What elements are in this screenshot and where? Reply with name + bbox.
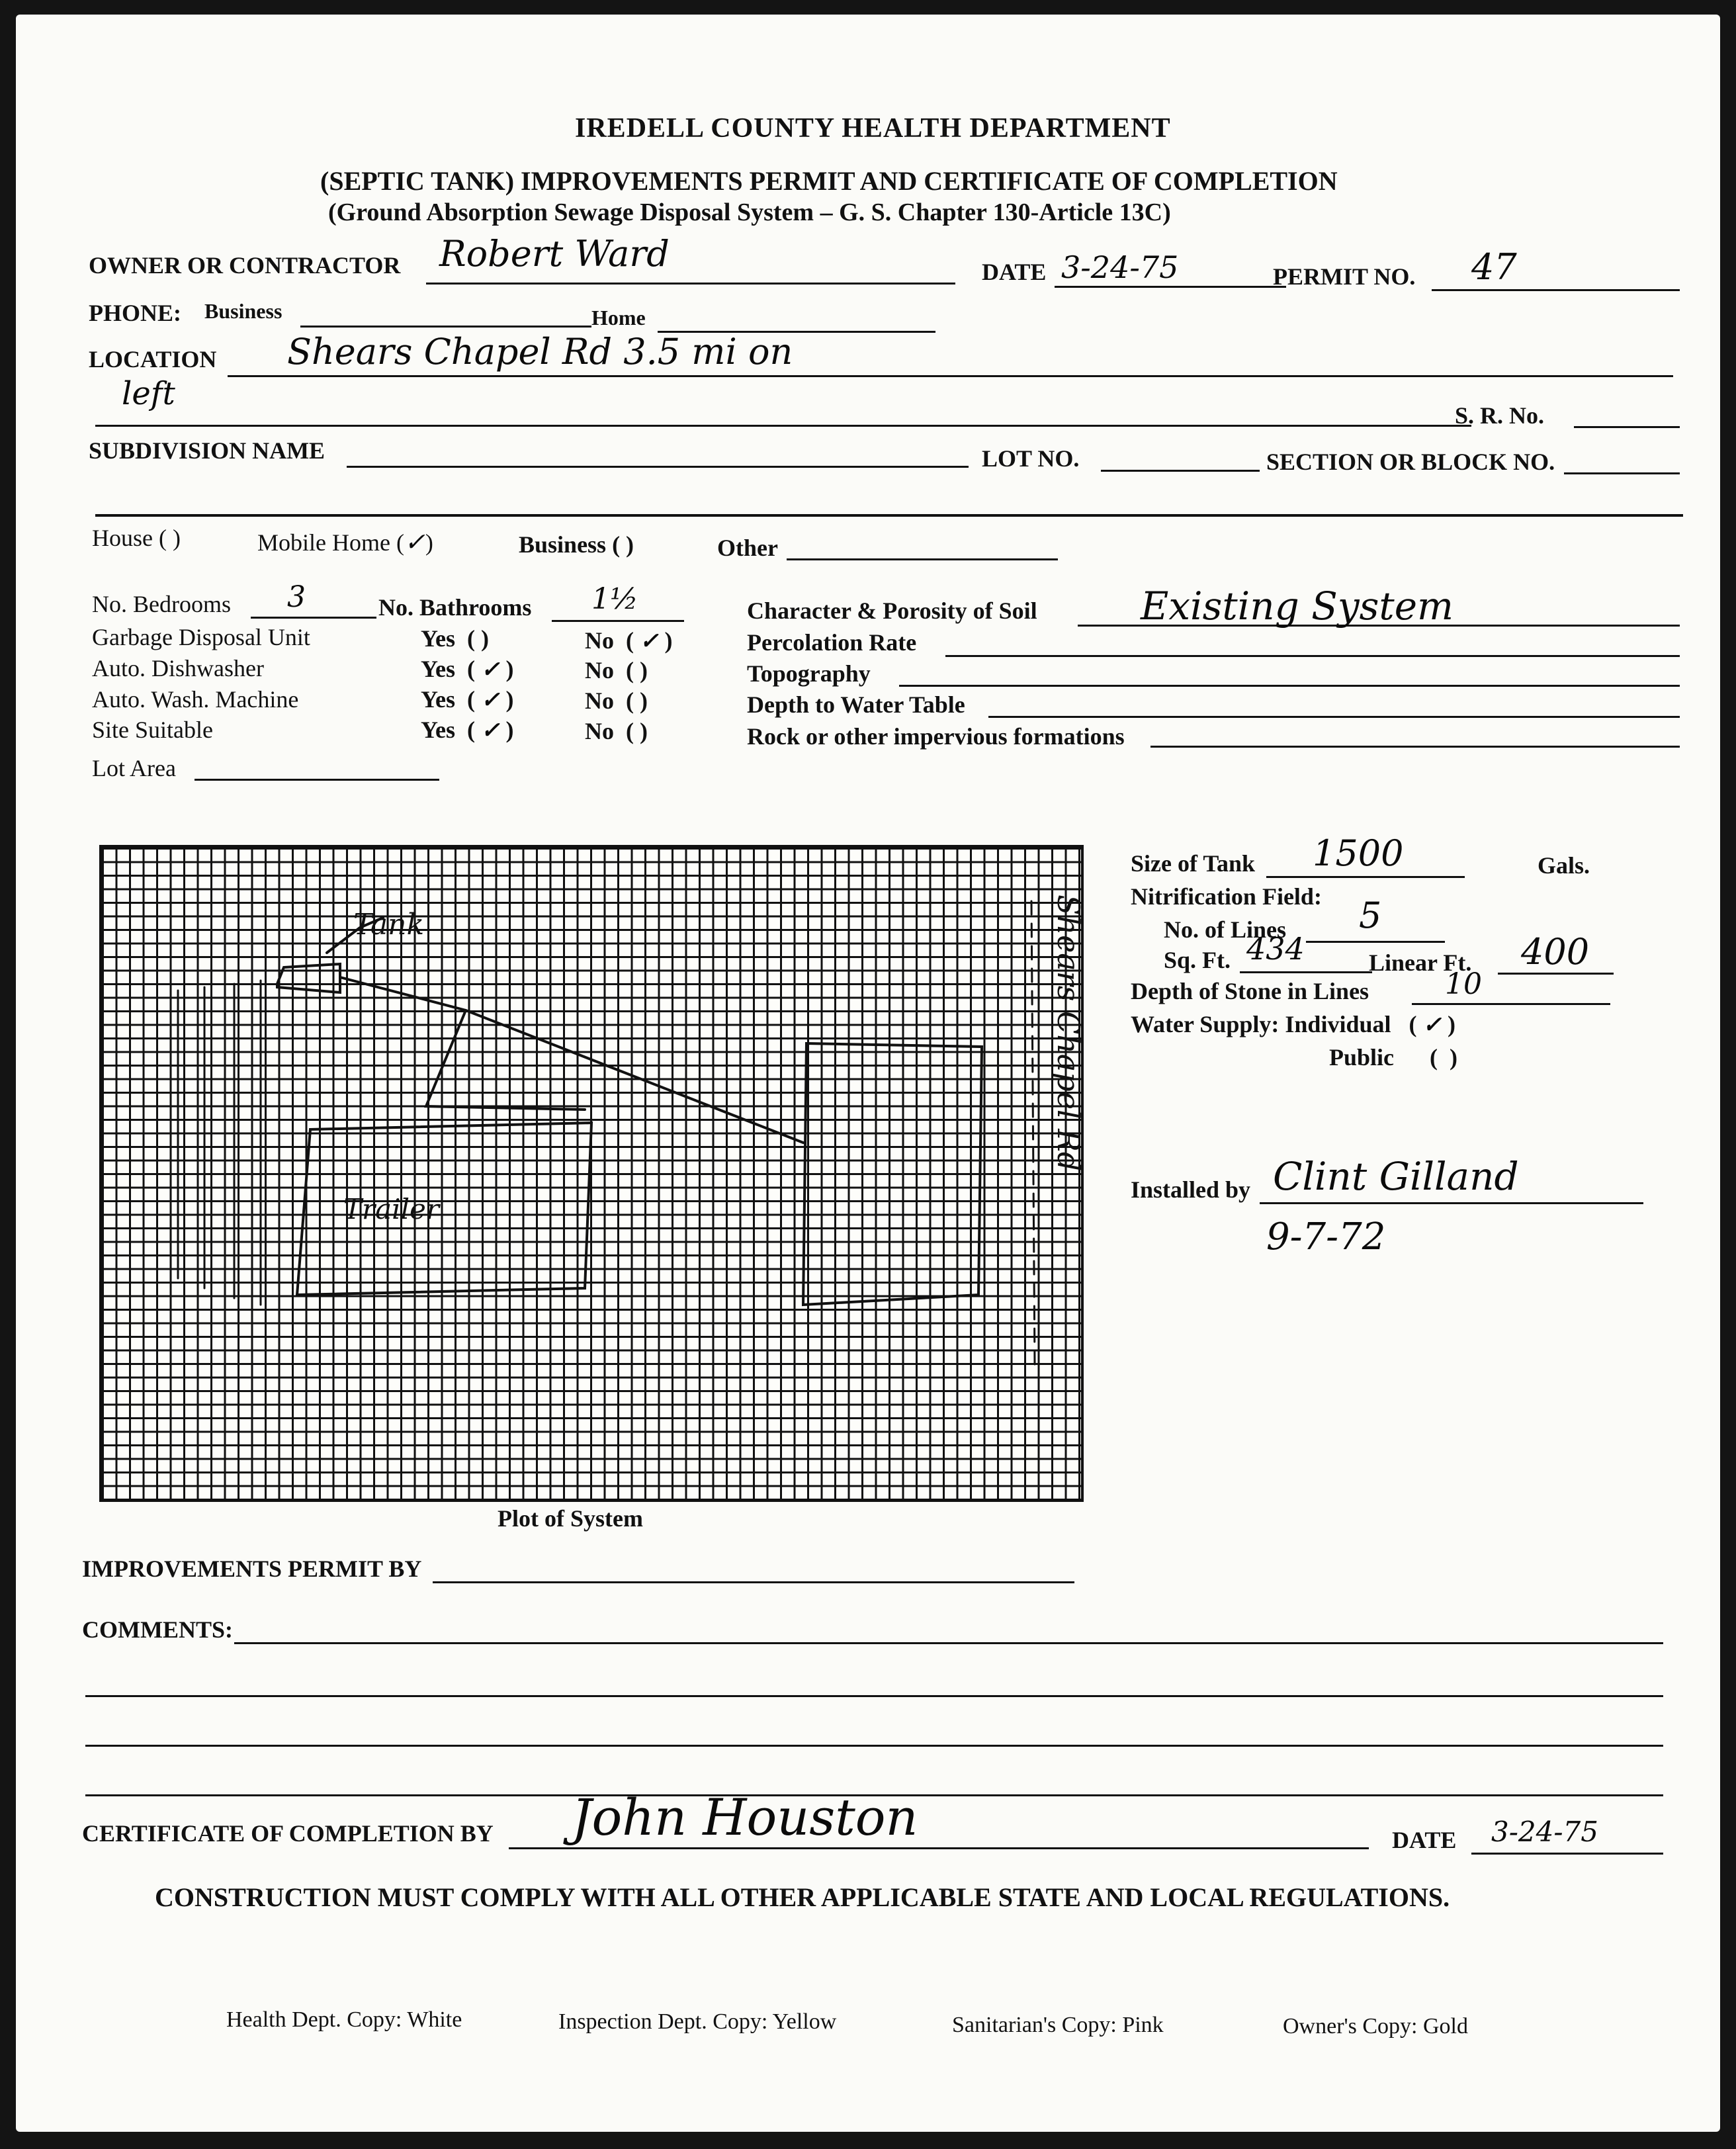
improvements-label: IMPROVEMENTS PERMIT BY bbox=[82, 1556, 422, 1582]
installed-by-line bbox=[1260, 1202, 1643, 1204]
installed-by-value: Clint Gilland bbox=[1273, 1154, 1519, 1199]
copy-owner: Owner's Copy: Gold bbox=[1283, 2014, 1469, 2039]
garbage-no: No ( ✓ ) bbox=[585, 627, 673, 654]
sr-no-label: S. R. No. bbox=[1455, 402, 1545, 429]
wash-machine-yes: Yes ( ✓ ) bbox=[421, 686, 514, 713]
lot-no-label: LOT NO. bbox=[982, 445, 1080, 472]
owner-value: Robert Ward bbox=[439, 233, 670, 275]
compliance-notice: CONSTRUCTION MUST COMPLY WITH ALL OTHER APPLICABLE STATE AND LOCAL REGULATIONS. bbox=[155, 1882, 1450, 1912]
tank-size-line bbox=[1266, 876, 1465, 878]
mobile-home-checkbox: Mobile Home (✓) bbox=[257, 527, 433, 556]
comments-line-1 bbox=[234, 1642, 1663, 1644]
mobile-home-mark: ✓ bbox=[404, 527, 425, 556]
tank-size-label: Size of Tank bbox=[1131, 850, 1256, 877]
trailer-outline bbox=[297, 1123, 591, 1295]
improvements-line bbox=[433, 1581, 1074, 1583]
water-table-label: Depth to Water Table bbox=[747, 691, 965, 718]
bathrooms-label: No. Bathrooms bbox=[378, 594, 532, 621]
permit-form bbox=[16, 15, 1720, 2132]
sqft-label: Sq. Ft. bbox=[1164, 947, 1231, 973]
location-value-2: left bbox=[122, 375, 175, 412]
permit-subtitle: (Ground Absorption Sewage Disposal System – G. S. Chapter 130-Article 13C) bbox=[328, 198, 1171, 226]
rock-label: Rock or other impervious formations bbox=[747, 723, 1125, 750]
lines-value: 5 bbox=[1359, 895, 1382, 936]
site-suitable-yes: Yes ( ✓ ) bbox=[421, 717, 514, 744]
subdivision-label: SUBDIVISION NAME bbox=[89, 437, 326, 464]
department-title: IREDELL COUNTY HEALTH DEPARTMENT bbox=[575, 113, 1171, 144]
location-label: LOCATION bbox=[89, 346, 217, 373]
stone-label: Depth of Stone in Lines bbox=[1131, 978, 1369, 1004]
other-label: Other bbox=[717, 535, 778, 561]
sqft-value: 434 bbox=[1246, 931, 1305, 967]
bedrooms-value: 3 bbox=[287, 580, 306, 614]
wash-machine-no: No ( ) bbox=[585, 687, 648, 714]
dishwasher-no: No ( ) bbox=[585, 657, 648, 683]
lot-area-label: Lot Area bbox=[92, 755, 176, 781]
comments-label: COMMENTS: bbox=[82, 1616, 233, 1643]
water-public-label: Public ( ) bbox=[1329, 1044, 1457, 1071]
stone-line bbox=[1412, 1003, 1610, 1005]
comments-line-2 bbox=[85, 1695, 1663, 1697]
gals-label: Gals. bbox=[1538, 852, 1590, 879]
house-checkbox: House ( ) bbox=[92, 525, 181, 551]
house-label: Trailer bbox=[343, 1193, 439, 1225]
copy-sanitarian: Sanitarian's Copy: Pink bbox=[952, 2013, 1164, 2037]
certificate-date-line bbox=[1471, 1853, 1663, 1855]
installed-by-label: Installed by bbox=[1131, 1176, 1251, 1203]
permit-no-value: 47 bbox=[1471, 246, 1517, 288]
wash-machine-label: Auto. Wash. Machine bbox=[92, 686, 299, 713]
character-value: Existing System bbox=[1141, 584, 1454, 629]
certificate-label: CERTIFICATE OF COMPLETION BY bbox=[82, 1820, 494, 1847]
sewer-line bbox=[340, 977, 803, 1143]
field-outline bbox=[803, 1043, 982, 1305]
tank-label: Tank bbox=[353, 908, 425, 942]
road-edge bbox=[1031, 901, 1035, 1364]
certificate-date-value: 3-24-75 bbox=[1491, 1816, 1598, 1848]
percolation-label: Percolation Rate bbox=[747, 629, 917, 656]
garbage-disposal-label: Garbage Disposal Unit bbox=[92, 624, 310, 650]
nitrification-label: Nitrification Field: bbox=[1131, 883, 1322, 910]
linear-label: Linear Ft. bbox=[1369, 949, 1472, 976]
business-checkbox: Business ( ) bbox=[519, 531, 634, 558]
date-value: 3-24-75 bbox=[1061, 249, 1179, 285]
permit-no-label: PERMIT NO. bbox=[1273, 263, 1416, 290]
stone-value: 10 bbox=[1445, 967, 1482, 1001]
phone-business-label: Business bbox=[204, 299, 282, 323]
garbage-yes: Yes ( ) bbox=[421, 625, 489, 652]
linear-line bbox=[1498, 973, 1614, 975]
comments-line-3 bbox=[85, 1745, 1663, 1747]
lines-line bbox=[1306, 941, 1445, 943]
sqft-line bbox=[1240, 971, 1372, 973]
site-suitable-label: Site Suitable bbox=[92, 717, 213, 743]
plot-caption: Plot of System bbox=[498, 1505, 643, 1532]
linear-value: 400 bbox=[1521, 931, 1590, 973]
phone-label: PHONE: bbox=[89, 300, 181, 326]
tank-outline bbox=[277, 964, 340, 992]
owner-label: OWNER OR CONTRACTOR bbox=[89, 252, 401, 279]
location-value: Shears Chapel Rd 3.5 mi on bbox=[287, 331, 793, 373]
phone-home-label: Home bbox=[591, 306, 646, 329]
date-label: DATE bbox=[982, 259, 1047, 285]
bedrooms-label: No. Bedrooms bbox=[92, 591, 231, 617]
section-label: SECTION OR BLOCK NO. bbox=[1266, 449, 1555, 475]
certificate-line bbox=[509, 1847, 1369, 1849]
lines-label: No. of Lines bbox=[1164, 916, 1287, 943]
permit-title: (SEPTIC TANK) IMPROVEMENTS PERMIT AND CERTIFICATE OF COMPLETION bbox=[320, 166, 1338, 196]
site-suitable-no: No ( ) bbox=[585, 718, 648, 744]
bathrooms-value: 1½ bbox=[591, 582, 638, 616]
water-individual-label: Water Supply: Individual ( ✓ ) bbox=[1131, 1011, 1455, 1038]
copy-inspection: Inspection Dept. Copy: Yellow bbox=[558, 2009, 837, 2034]
tank-size-value: 1500 bbox=[1313, 832, 1404, 874]
character-label: Character & Porosity of Soil bbox=[747, 597, 1037, 624]
certificate-signature: John Houston bbox=[572, 1788, 918, 1847]
topography-label: Topography bbox=[747, 660, 871, 687]
road-label: Shears Chapel Rd bbox=[1051, 895, 1086, 1172]
copy-health: Health Dept. Copy: White bbox=[226, 2007, 462, 2032]
installed-date: 9-7-72 bbox=[1266, 1215, 1386, 1258]
dishwasher-yes: Yes ( ✓ ) bbox=[421, 656, 514, 683]
dishwasher-label: Auto. Dishwasher bbox=[92, 655, 264, 681]
nitrification-lines bbox=[178, 981, 261, 1305]
certificate-date-label: DATE bbox=[1392, 1827, 1457, 1853]
